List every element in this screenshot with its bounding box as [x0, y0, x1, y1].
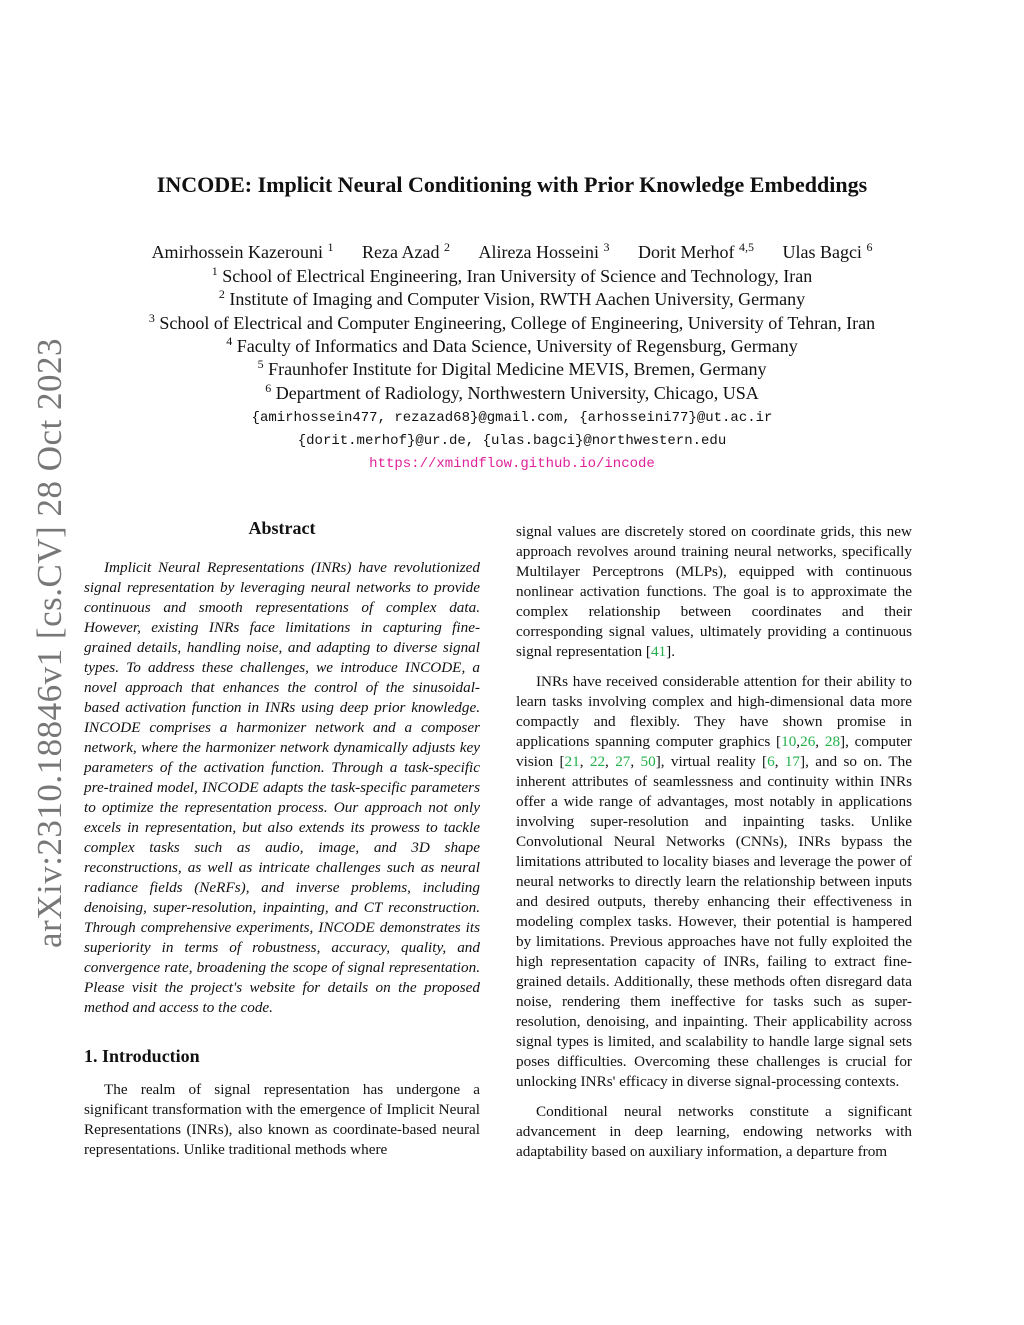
author: Ulas Bagci $^6$ [782, 240, 873, 262]
paper-title: INCODE: Implicit Neural Conditioning with Prior Knowledge Embeddings [156, 172, 868, 197]
citation-link[interactable]: 26 [800, 733, 816, 750]
citation-link[interactable]: 21 [564, 753, 580, 770]
paragraph: INRs have received considerable attention for their ability to learn tasks involving complex and high-dimensional data more compactly and flexibly. They have shown promise in applications spanning computer graphics [10,26, 28], computer vision [21, 22, 27, 50], virtual reality [6, 17], and so on. The inherent attributes of seamlessness and continuity within INRs offer a wide range of advantages, most notably in applications involving super-resolution and inpainting tasks. Unlike Convolutional Neural Networks (CNNs), INRs bypass the limitations attributed to locality biases and leverage the power of neural networks to directly learn the relationship between inputs and desired outputs, thereby enhancing their effectiveness in modeling complex tasks. However, their potential is hampered by limitations. Previous approaches have not fully exploited the high representation capacity of INRs, failing to extract fine-grained details. Additionally, these methods often disregard data noise, rendering them ineffective for tasks such as super-resolution, denoising, and inpainting. Their applicability across signal types is limited, and scalability to handle large signal sets poses difficulties. Overcoming these challenges is crucial for unlocking INRs' efficacy in diverse signal-processing contexts. [516, 673, 912, 1090]
citation-link[interactable]: 22 [589, 753, 606, 770]
abstract-text: Implicit Neural Representations (INRs) have revolutionized signal representation by leveraging neural networks to provide continuous and smooth representations of complex data. However, existing INRs face limitations in capturing fine-grained details, handling noise, and adapting to diverse signal types. To address these challenges, we introduce INCODE, a novel approach that enhances the control of the sinusoidal-based activation function in INRs using deep prior knowledge. INCODE comprises a harmonizer network and a composer network, where the harmonizer network dynamically adjusts key parameters of the activation function. Through a task-specific pre-trained model, INCODE adapts the task-specific parameters to optimize the representation process. Our approach not only excels in representation, but also extends its prowess to tackle complex tasks such as audio, image, and 3D shape reconstructions, as well as intricate challenges such as neural radiance fields (NeRFs), and inverse problems, including denoising, super-resolution, inpainting, and CT reconstruction. Through comprehensive experiments, INCODE demonstrates its superiority in terms of robustness, accuracy, quality, and convergence rate, broadening the scope of signal representation. Please visit the project's website for details on the proposed method and access to the code. [84, 559, 480, 1016]
paragraph: signal values are discretely stored on coordinate grids, this new approach revolves around training neural networks, specifically Multilayer Perceptrons (MLPs), equipped with continuous nonlinear activation functions. The goal is to approximate the complex relationship between coordinates and their corresponding signal values, ultimately providing a continuous signal representation [41]. [516, 523, 912, 660]
author: Reza Azad $^2$ [362, 240, 450, 262]
citation-link[interactable]: 27 [615, 753, 631, 770]
affiliation: $^5$ Fraunhofer Institute for Digital Medicine MEVIS, Bremen, Germany [257, 357, 767, 379]
right-column [516, 522, 912, 1172]
affiliation: $^3$ School of Electrical and Computer Engineering, College of Engineering, University of Tehran, Iran [148, 311, 876, 333]
affiliation: $^4$ Faculty of Informatics and Data Science, University of Regensburg, Germany [226, 334, 798, 356]
email-line: {amirhossein477, rezazad68}@gmail.com, {arhosseini77}@ut.ac.ir [251, 410, 773, 426]
paragraph: The realm of signal representation has undergone a significant transformation with the emergence of Implicit Neural Representations (INRs), also known as coordinate-based neural representations. Unlike traditional methods where [84, 1081, 480, 1158]
citation-link[interactable]: 28 [824, 733, 841, 750]
affiliation: $^2$ Institute of Imaging and Computer Vision, RWTH Aachen University, Germany [218, 287, 806, 309]
citation-link[interactable]: 6 [767, 753, 775, 770]
citation-link[interactable]: 17 [784, 753, 801, 770]
abstract-heading: Abstract [248, 518, 316, 538]
section-heading: 1. Introduction [84, 1046, 200, 1066]
citation-link[interactable]: 10 [781, 733, 797, 750]
citation-link[interactable]: 50 [640, 753, 656, 770]
author: Alireza Hosseini $^3$ [478, 240, 610, 262]
arxiv-stamp: arXiv:2310.18846v1 [cs.CV] 28 Oct 2023 [30, 337, 69, 948]
author-list [0, 240, 1024, 263]
project-website-link[interactable]: https://xmindflow.github.io/incode [369, 456, 655, 472]
paragraph: Conditional neural networks constitute a significant advancement in deep learning, endowing networks with adaptability based on auxiliary information, a departure from [516, 1103, 912, 1160]
left-column [84, 518, 480, 1170]
affiliation: $^6$ Department of Radiology, Northwestern University, Chicago, USA [265, 381, 759, 403]
email-line: {dorit.merhof}@ur.de, {ulas.bagci}@northwestern.edu [297, 433, 727, 449]
author: Dorit Merhof $^{4,5}$ [637, 240, 754, 262]
affiliation: $^1$ School of Electrical Engineering, Iran University of Science and Technology, Iran [211, 264, 813, 286]
citation-link[interactable]: 41 [650, 643, 667, 660]
author: Amirhossein Kazerouni $^1$ [151, 240, 334, 262]
